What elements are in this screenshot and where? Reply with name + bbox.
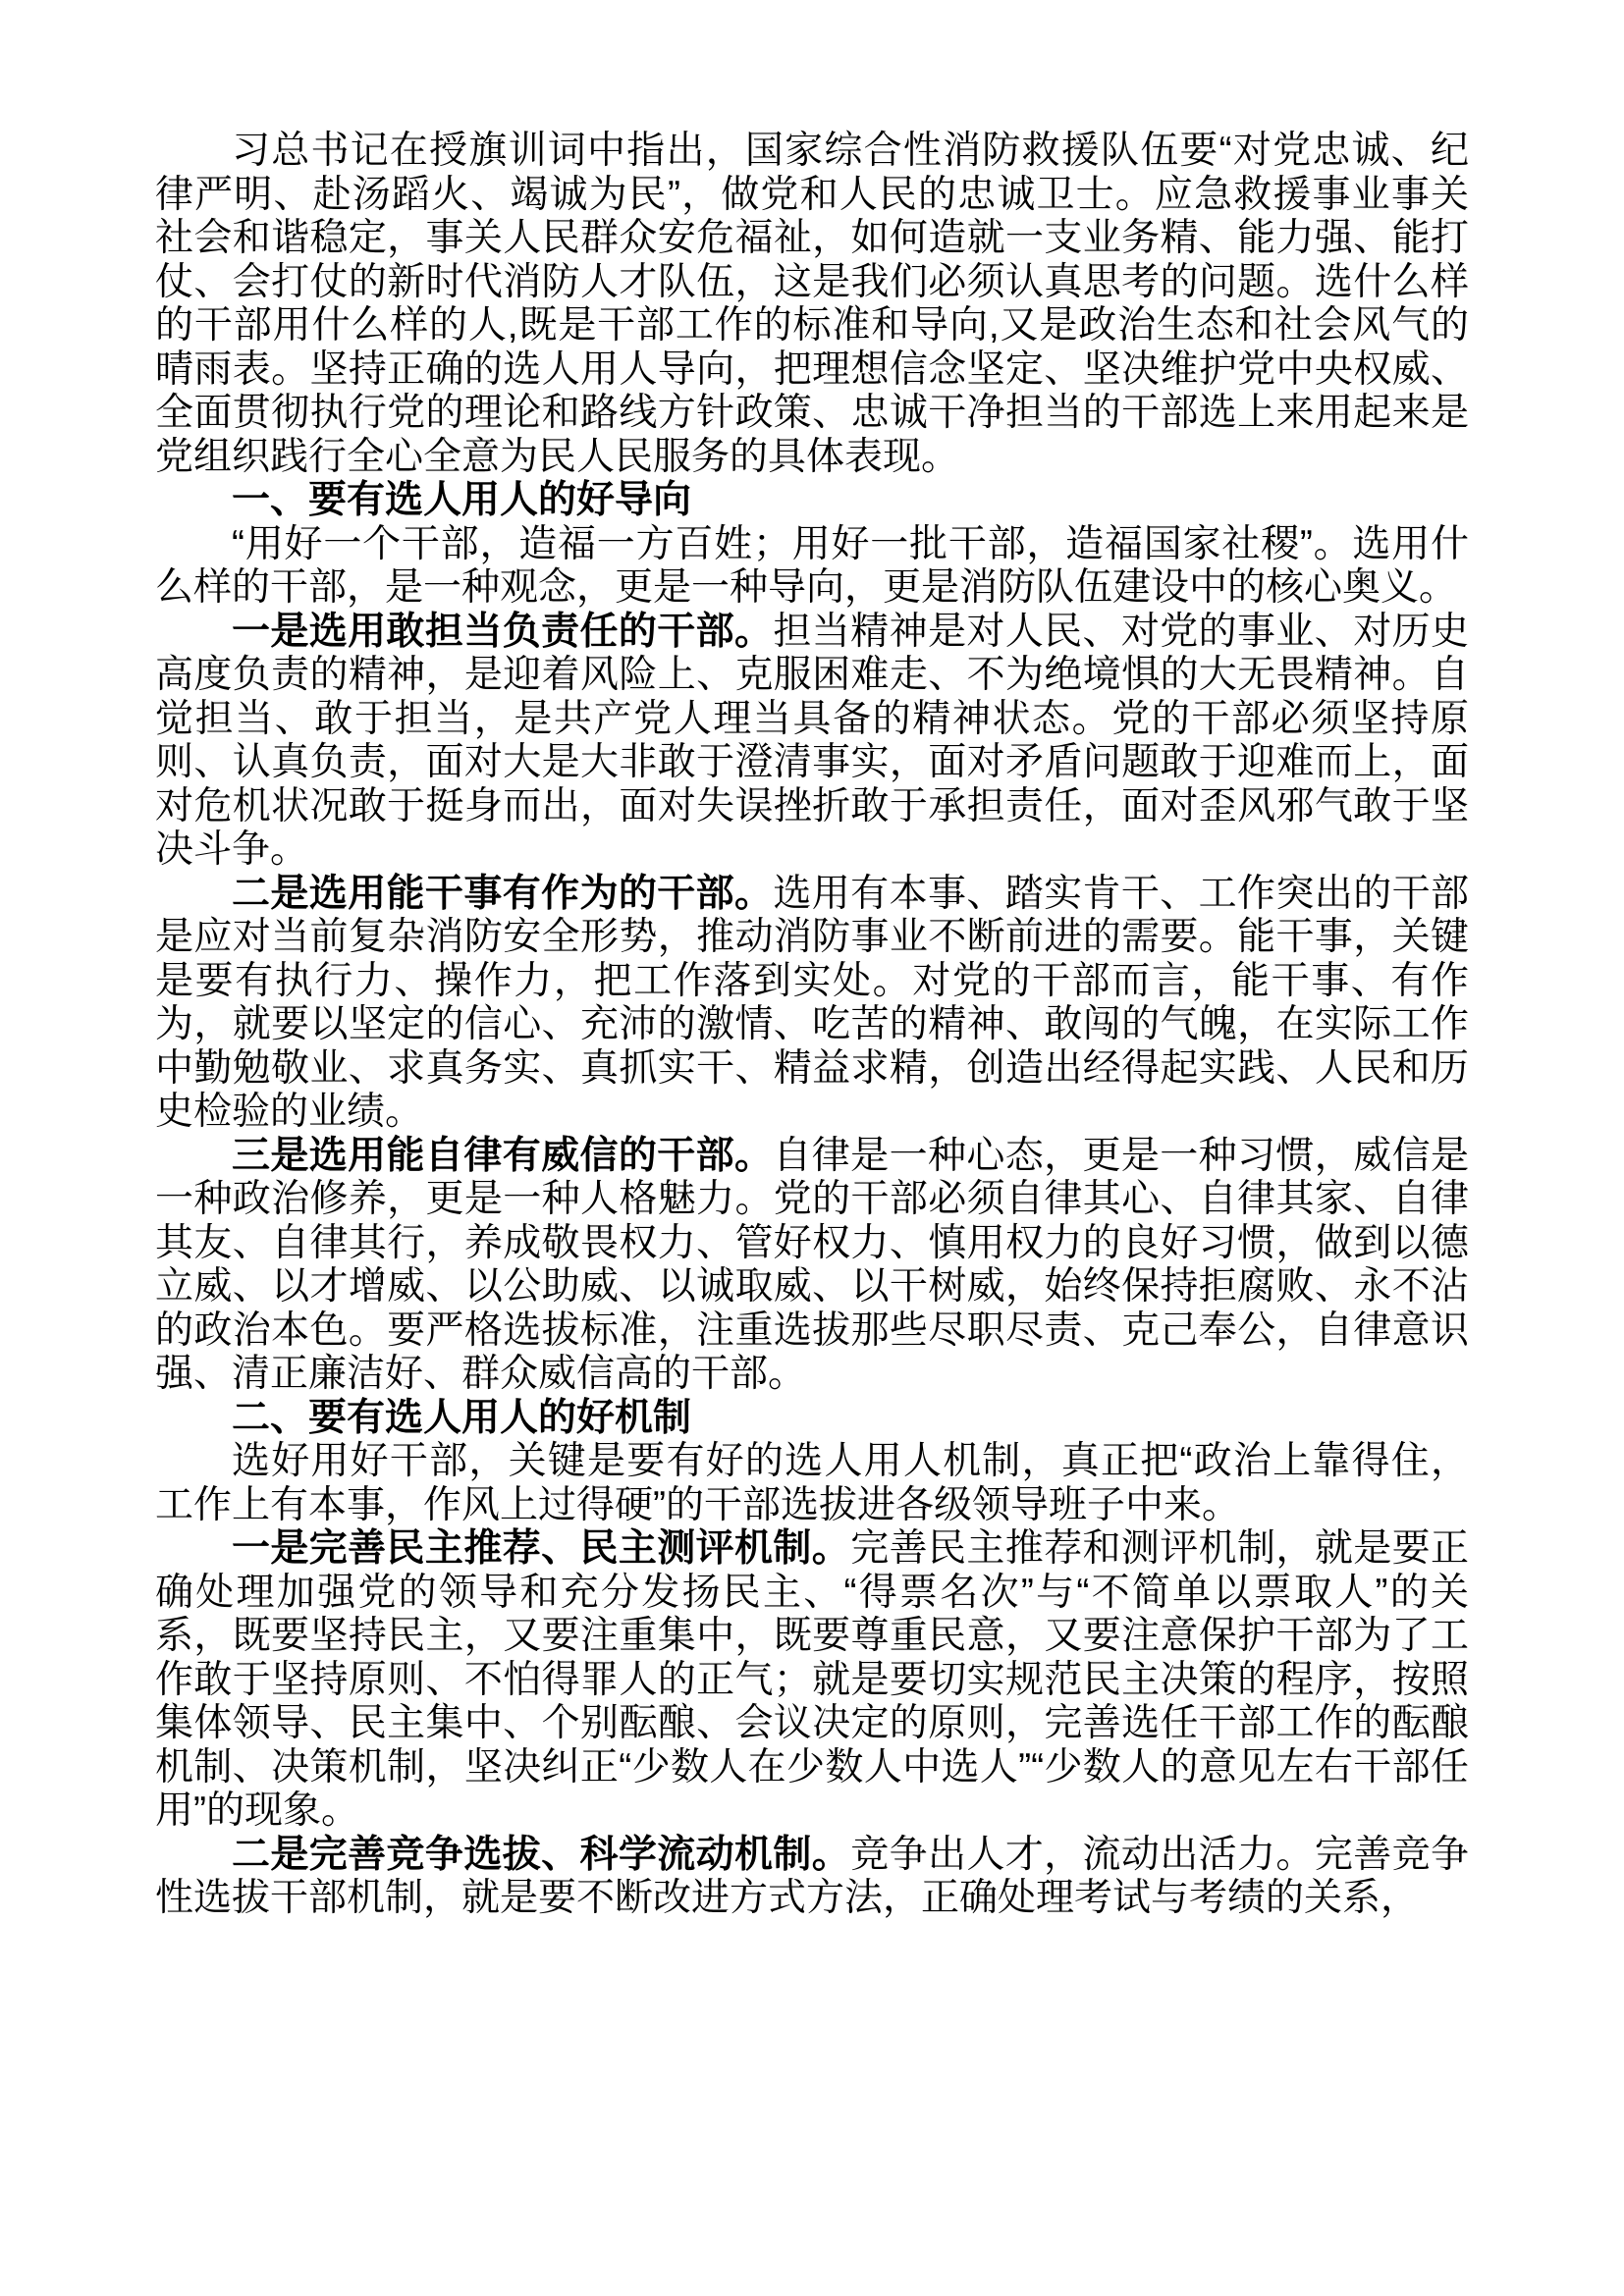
section-heading (155, 479, 1469, 523)
document-body (155, 130, 1469, 1921)
text-run: 竞争出人才，流动出活力。完善竞争性选拔干部机制，就是要不断改进方式方法，正确处理考试与考绩的关系， (155, 1833, 1469, 1919)
paragraph (155, 873, 1469, 1135)
text-run: 选好用好干部，关键是要有好的选人用人机制，真正把“政治上靠得住，工作上有本事，作风上过得硬”的干部选拔进各级领导班子中来。 (155, 1440, 1469, 1526)
paragraph (155, 611, 1469, 873)
bold-text-run: 二是完善竞争选拔、科学流动机制。 (232, 1833, 851, 1876)
bold-text-run: 二、要有选人用人的好机制 (232, 1396, 692, 1439)
text-run: “用好一个干部，造福一方百姓；用好一批干部，造福国家社稷”。选用什么样的干部，是一种观念，更是一种导向，更是消防队伍建设中的核心奥义。 (155, 522, 1469, 609)
bold-text-run: 一、要有选人用人的好导向 (232, 479, 692, 521)
text-run: 选用有本事、踏实肯干、工作突出的干部是应对当前复杂消防安全形势，推动消防事业不断前进的需要。能干事，关键是要有执行力、操作力，把工作落到实处。对党的干部而言，能干事、有作为，就要以坚定的信心、充沛的激情、吃苦的精神、敢闯的气魄，在实际工作中勤勉敬业、求真务实、真抓实干、精益求精，创造出经得起实践、人民和历史检验的业绩。 (155, 872, 1469, 1133)
paragraph (155, 1440, 1469, 1527)
paragraph (155, 1527, 1469, 1834)
paragraph (155, 523, 1469, 611)
paragraph (155, 1135, 1469, 1397)
bold-text-run: 二是选用能干事有作为的干部。 (232, 872, 774, 915)
bold-text-run: 一是完善民主推荐、民主测评机制。 (232, 1527, 851, 1570)
text-run: 完善民主推荐和测评机制，就是要正确处理加强党的领导和充分发扬民主、“得票名次”与“不简单以票取人”的关系，既要坚持民主，又要注重集中，既要尊重民意，又要注意保护干部为了工作敢于坚持原则、不怕得罪人的正气；就是要切实规范民主决策的程序，按照集体领导、民主集中、个别酝酿、会议决定的原则，完善选任干部工作的酝酿机制、决策机制，坚决纠正“少数人在少数人中选人”“少数人的意见左右干部任用”的现象。 (155, 1527, 1469, 1832)
bold-text-run: 一是选用敢担当负责任的干部。 (232, 610, 774, 653)
text-run: 习总书记在授旗训词中指出，国家综合性消防救援队伍要“对党忠诚、纪律严明、赴汤蹈火、竭诚为民”，做党和人民的忠诚卫士。应急救援事业事关社会和谐稳定，事关人民群众安危福祉，如何造就一支业务精、能力强、能打仗、会打仗的新时代消防人才队伍，这是我们必须认真思考的问题。选什么样的干部用什么样的人,既是干部工作的标准和导向,又是政治生态和社会风气的晴雨表。坚持正确的选人用人导向，把理想信念坚定、坚决维护党中央权威、全面贯彻执行党的理论和路线方针政策、忠诚干净担当的干部选上来用起来是党组织践行全心全意为民人民服务的具体表现。 (155, 130, 1469, 478)
section-heading (155, 1397, 1469, 1441)
text-run: 自律是一种心态，更是一种习惯，威信是一种政治修养，更是一种人格魅力。党的干部必须自律其心、自律其家、自律其友、自律其行，养成敬畏权力、管好权力、慎用权力的良好习惯，做到以德立威、以才增威、以公助威、以诚取威、以干树威，始终保持拒腐败、永不沾的政治本色。要严格选拔标准，注重选拔那些尽职尽责、克己奉公，自律意识强、清正廉洁好、群众威信高的干部。 (155, 1134, 1469, 1395)
paragraph (155, 130, 1469, 479)
text-run: 担当精神是对人民、对党的事业、对历史高度负责的精神，是迎着风险上、克服困难走、不为绝境惧的大无畏精神。自觉担当、敢于担当，是共产党人理当具备的精神状态。党的干部必须坚持原则、认真负责，面对大是大非敢于澄清事实，面对矛盾问题敢于迎难而上，面对危机状况敢于挺身而出，面对失误挫折敢于承担责任，面对歪风邪气敢于坚决斗争。 (155, 610, 1469, 871)
bold-text-run: 三是选用能自律有威信的干部。 (232, 1134, 774, 1177)
paragraph (155, 1834, 1469, 1921)
